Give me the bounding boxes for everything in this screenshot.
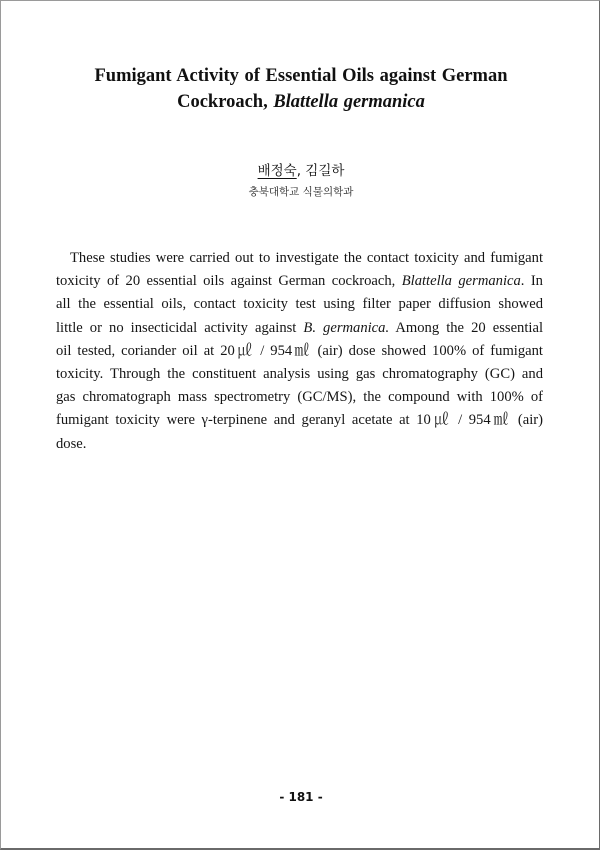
title-line-2-text: Cockroach,	[177, 92, 274, 112]
abstract-line-4	[56, 317, 543, 340]
abstract	[56, 247, 543, 456]
abstract-species-name: Blattella germanica	[401, 273, 521, 290]
abstract-line-8: fumigant toxicity were γ-terpinene and geranyl acetate at 10㎕ / 954㎖ (air)	[56, 412, 543, 429]
title-species-name: Blattella germanica	[273, 92, 425, 112]
author-separator: ,	[296, 163, 306, 179]
abstract-line-3: all the essential oils, contact toxicity test using filter paper diffusion showed	[56, 296, 543, 313]
abstract-line-2-a: toxicity of 20 essential oils against German cockroach,	[56, 273, 402, 290]
abstract-species-abbrev: B. germanica.	[303, 319, 390, 336]
page-number: - 181 -	[279, 790, 323, 804]
abstract-line-9: dose.	[56, 435, 87, 452]
abstract-line-2-b: . In	[520, 273, 543, 290]
title-line-2	[41, 89, 561, 115]
affiliation: 충북대학교 식물의학과	[248, 186, 354, 198]
abstract-line-6: toxicity. Through the constituent analysis using gas chromatography (GC) and	[56, 366, 543, 383]
paper-title	[41, 63, 561, 115]
abstract-line-4-a: little or no insecticidal activity against	[56, 319, 304, 336]
abstract-line-1: These studies were carried out to investigate the contact toxicity and fumigant	[70, 250, 543, 266]
presenting-author: 배정숙	[257, 163, 297, 179]
abstract-line-2	[56, 270, 543, 293]
abstract-line-4-b: Among the 20 essential	[389, 319, 543, 336]
co-author: 김길하	[305, 163, 345, 179]
abstract-line-5: oil tested, coriander oil at 20㎕ / 954㎖ (air) dose showed 100% of fumigant	[56, 342, 543, 359]
abstract-line-7: gas chromatograph mass spectrometry (GC/MS), the compound with 100% of	[56, 389, 543, 406]
author-list	[1, 159, 600, 179]
title-line-1: Fumigant Activity of Essential Oils against German	[94, 66, 508, 86]
